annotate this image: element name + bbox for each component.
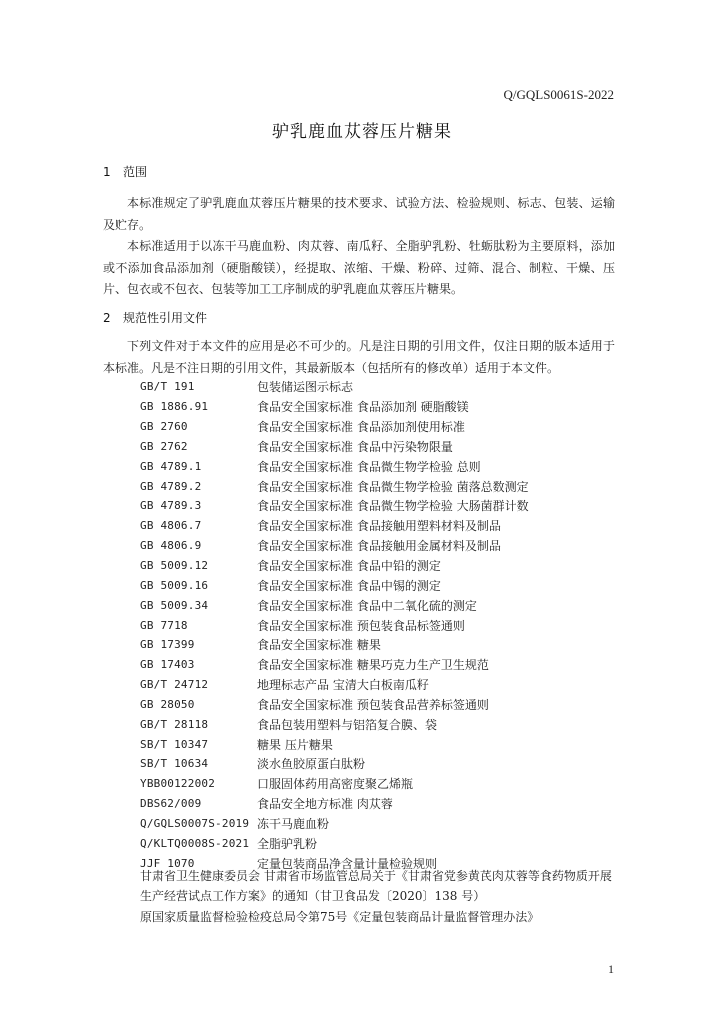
reference-code: SB/T 10347 <box>140 737 209 751</box>
reference-name: 食品安全国家标准 食品中锡的测定 <box>257 578 441 593</box>
reference-row <box>140 695 529 715</box>
reference-name: 食品安全国家标准 糖果 <box>257 638 381 653</box>
section-1-paragraph-1: 本标准规定了驴乳鹿血苁蓉压片糖果的技术要求、试验方法、检验规则、标志、包装、运输及贮存。 <box>103 196 615 232</box>
reference-row <box>140 734 529 754</box>
reference-code: DBS62/009 <box>140 797 202 811</box>
reference-name: 食品包装用塑料与铝箔复合膜、袋 <box>257 717 438 732</box>
reference-name: 地理标志产品 宝清大白板南瓜籽 <box>257 678 429 693</box>
section-2-intro: 下列文件对于本文件的应用是必不可少的。凡是注日期的引用文件，仅注日期的版本适用于本标准。凡是不注日期的引用文件，其最新版本（包括所有的修改单）适用于本文件。 <box>103 339 615 375</box>
reference-code: GB 4789.3 <box>140 499 202 513</box>
reference-code: GB 5009.34 <box>140 598 209 612</box>
reference-code: GB 4789.1 <box>140 459 202 473</box>
reference-row <box>140 575 529 595</box>
reference-row <box>140 556 529 576</box>
section-1-heading <box>103 163 147 180</box>
reference-code: GB 17399 <box>140 638 195 652</box>
reference-code: GB 28050 <box>140 697 195 711</box>
section-1-title: 范围 <box>123 165 148 179</box>
reference-code: GB 2762 <box>140 439 188 453</box>
reference-name: 食品安全国家标准 糖果巧克力生产卫生规范 <box>257 658 489 673</box>
section-2-number: 2 <box>103 311 111 325</box>
reference-row <box>140 397 529 417</box>
reference-code: YBB00122002 <box>140 777 216 791</box>
reference-code: Q/GQLS0007S-2019 <box>140 816 250 830</box>
section-1-number: 1 <box>103 165 111 179</box>
reference-row <box>140 536 529 556</box>
reference-name: 定量包装商品净含量计量检验规则 <box>257 856 438 871</box>
reference-row <box>140 437 529 457</box>
reference-code: GB 5009.12 <box>140 559 209 573</box>
reference-name: 食品安全国家标准 食品微生物学检验 菌落总数测定 <box>257 479 529 494</box>
reference-row <box>140 615 529 635</box>
reference-name: 食品安全国家标准 预包装食品营养标签通则 <box>257 697 489 712</box>
notice-reference: 甘肃省卫生健康委员会 甘肃省市场监管总局关于《甘肃省党参黄芪肉苁蓉等食药物质开展生产经营试点工作方案》的通知（甘卫食品发〔2020〕138 号） <box>140 869 612 903</box>
document-title: 驴乳鹿血苁蓉压片糖果 <box>272 122 452 142</box>
reference-row <box>140 754 529 774</box>
reference-name: 食品安全国家标准 食品添加剂 硬脂酸镁 <box>257 400 469 415</box>
reference-code: GB 4789.2 <box>140 479 202 493</box>
reference-row <box>140 655 529 675</box>
reference-code: GB/T 191 <box>140 380 195 394</box>
reference-row <box>140 774 529 794</box>
section-2-title: 规范性引用文件 <box>123 311 208 325</box>
reference-row <box>140 456 529 476</box>
reference-row <box>140 635 529 655</box>
reference-code: GB/T 28118 <box>140 717 209 731</box>
reference-row <box>140 595 529 615</box>
reference-name: 食品安全国家标准 食品接触用金属材料及制品 <box>257 539 501 554</box>
section-2-heading <box>103 309 207 326</box>
reference-list <box>140 377 529 873</box>
reference-name: 食品安全国家标准 食品中铅的测定 <box>257 559 441 574</box>
reference-row <box>140 714 529 734</box>
reference-name: 食品安全国家标准 食品中污染物限量 <box>257 439 453 454</box>
section-1-paragraph-2: 本标准适用于以冻干马鹿血粉、肉苁蓉、南瓜籽、全脂驴乳粉、牡蛎肽粉为主要原料，添加或不添加食品添加剂（硬脂酸镁），经提取、浓缩、干燥、粉碎、过筛、混合、制粒、干燥、压片、包衣或不包衣、包装等加工工序制成的驴乳鹿血苁蓉压片糖果。 <box>103 239 615 296</box>
reference-code: GB/T 24712 <box>140 678 209 692</box>
document-code: Q/GQLS0061S-2022 <box>503 87 614 102</box>
page-number: 1 <box>608 962 614 976</box>
reference-row <box>140 516 529 536</box>
reference-name: 淡水鱼胶原蛋白肽粉 <box>257 757 366 772</box>
reference-code: GB 5009.16 <box>140 578 209 592</box>
reference-name: 食品安全国家标准 食品添加剂使用标准 <box>257 420 465 435</box>
reference-code: GB 1886.91 <box>140 400 209 414</box>
reference-row <box>140 814 529 834</box>
reference-row <box>140 417 529 437</box>
reference-row <box>140 377 529 397</box>
reference-name: 食品安全国家标准 食品微生物学检验 总则 <box>257 459 481 474</box>
reference-code: GB 4806.7 <box>140 519 202 533</box>
reference-row <box>140 833 529 853</box>
reference-name: 全脂驴乳粉 <box>257 836 318 851</box>
reference-row <box>140 476 529 496</box>
decree-reference: 原国家质量监督检验检疫总局令第75号《定量包装商品计量监督管理办法》 <box>140 910 540 924</box>
reference-row <box>140 794 529 814</box>
reference-name: 冻干马鹿血粉 <box>257 816 330 831</box>
reference-code: SB/T 10634 <box>140 757 209 771</box>
reference-name: 食品安全国家标准 食品微生物学检验 大肠菌群计数 <box>257 499 529 514</box>
reference-code: GB 17403 <box>140 658 195 672</box>
reference-name: 包装储运图示标志 <box>257 380 354 395</box>
reference-name: 食品安全国家标准 预包装食品标签通则 <box>257 618 465 633</box>
reference-name: 食品安全国家标准 食品中二氧化硫的测定 <box>257 598 477 613</box>
reference-code: GB 4806.9 <box>140 539 202 553</box>
reference-code: Q/KLTQ0008S-2021 <box>140 836 250 850</box>
reference-code: GB 7718 <box>140 618 188 632</box>
reference-name: 口服固体药用高密度聚乙烯瓶 <box>257 777 414 792</box>
reference-name: 糖果 压片糖果 <box>257 737 333 752</box>
reference-code: JJF 1070 <box>140 856 195 870</box>
reference-row <box>140 675 529 695</box>
reference-row <box>140 496 529 516</box>
reference-code: GB 2760 <box>140 420 188 434</box>
reference-name: 食品安全地方标准 肉苁蓉 <box>257 797 393 812</box>
reference-name: 食品安全国家标准 食品接触用塑料材料及制品 <box>257 519 501 534</box>
